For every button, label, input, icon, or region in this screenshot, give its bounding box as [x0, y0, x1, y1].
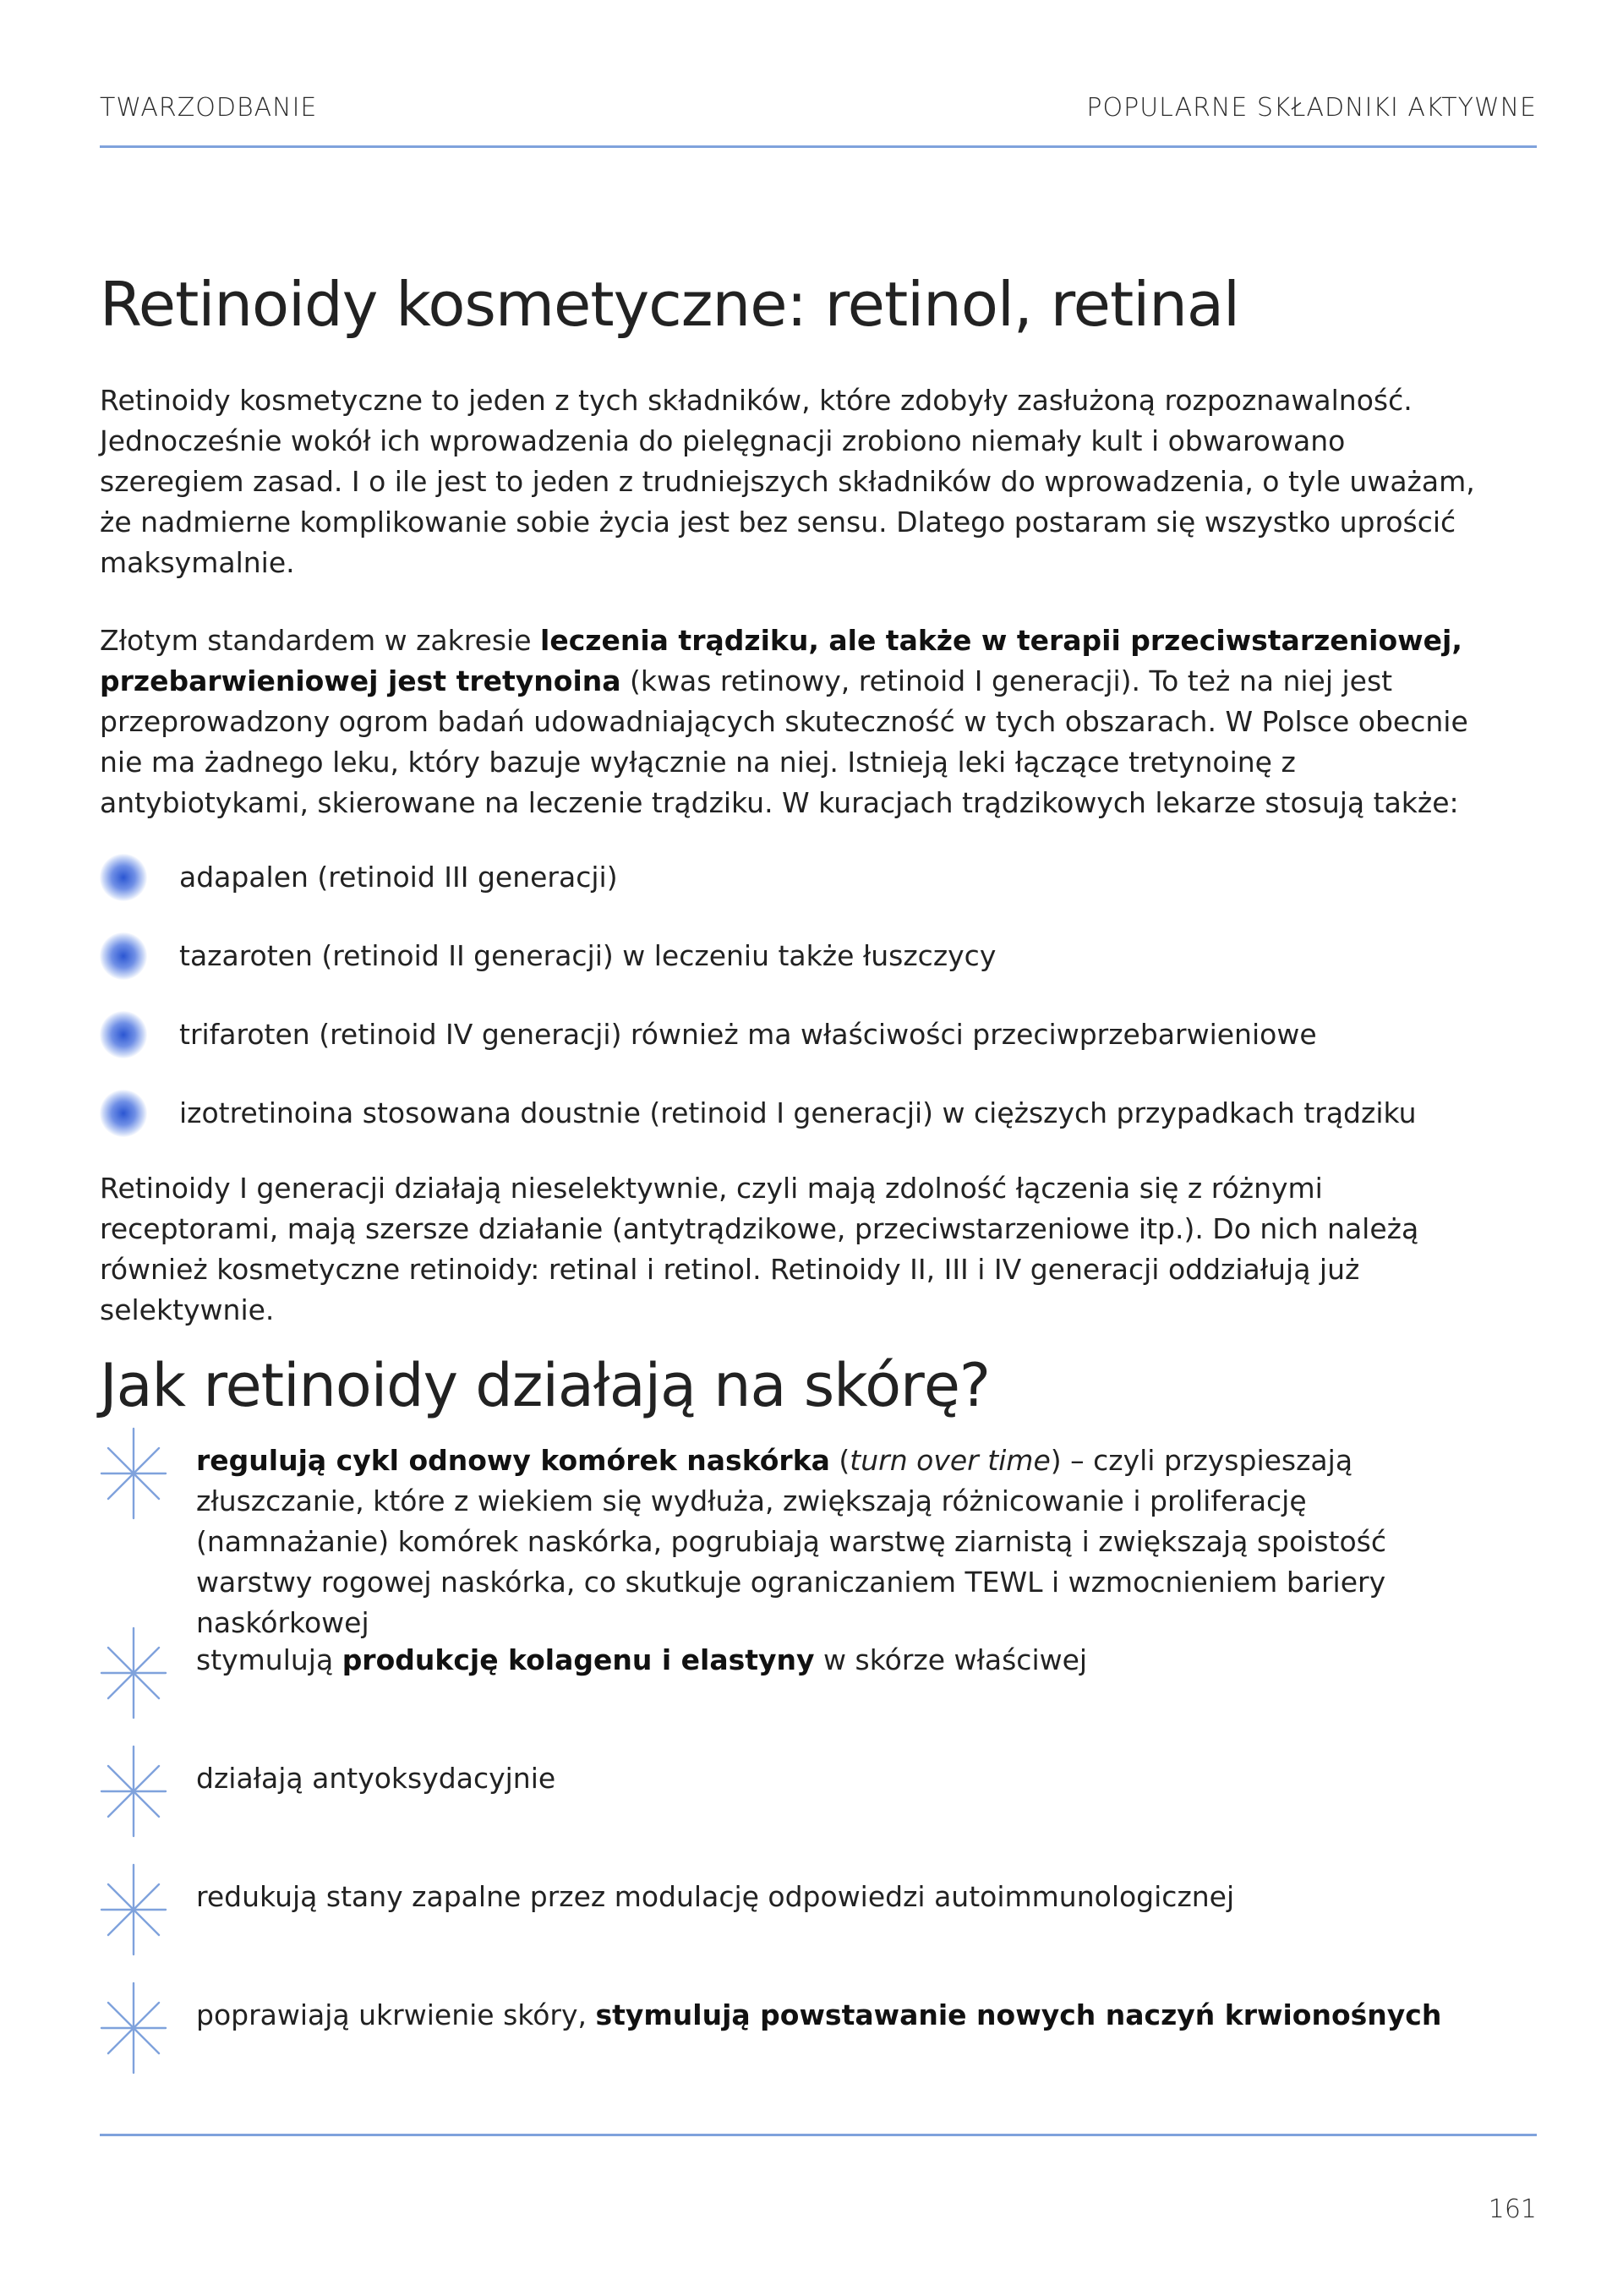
tretinoin-rest: (kwas retinowy, retinoid I generacji). To też na niej jest przeprowadzony ogrom badań udowadniających skuteczność w tych obszarach. W Polsce obecnie nie ma żadnego leku, który bazuje wyłącznie na niej. Istnieją leki łączące tretynoinę z antybiotykami, skierowane na leczenie trądziku. W kuracjach trądzikowych lekarze stosują także:	[100, 664, 1468, 819]
item-lead: poprawiają ukrwienie skóry,	[196, 1998, 596, 2031]
paren-open: (	[829, 1444, 850, 1477]
list-item-text: działają antyoksydacyjnie	[196, 1762, 556, 1795]
emphasis-text: stymulują powstawanie nowych naczyń krwionośnych	[595, 1998, 1442, 2031]
emphasis-text: regulują cykl odnowy komórek naskórka	[196, 1444, 830, 1477]
list-item-text	[196, 1995, 1464, 2036]
footer-rule	[100, 2134, 1537, 2136]
list-item	[100, 1009, 1520, 1088]
list-item-text	[196, 1440, 1464, 1643]
blue-glow-dot-icon	[100, 1011, 147, 1058]
blue-glow-dot-icon	[100, 854, 147, 901]
section-title-skin-action: Jak retinoidy działają na skórę?	[100, 1351, 991, 1420]
list-item-text: izotretinoina stosowana doustnie (retinoid I generacji) w cięższych przypadkach trądziku	[179, 1096, 1417, 1129]
asterisk-star-icon	[100, 1626, 167, 1719]
page-number: 161	[1488, 2195, 1537, 2224]
asterisk-star-icon	[100, 1982, 167, 2075]
emphasis-text: produkcję kolagenu i elastyny	[342, 1643, 815, 1676]
section-title-retinoids: Retinoidy kosmetyczne: retinol, retinal	[100, 269, 1239, 340]
header-rule	[100, 145, 1537, 148]
list-item	[100, 931, 1520, 1009]
item-rest: w skórze właściwej	[814, 1643, 1088, 1676]
list-item-text: tazaroten (retinoid II generacji) w leczeniu także łuszczycy	[179, 939, 997, 972]
blue-glow-dot-icon	[100, 1090, 147, 1137]
item-rest: ) – czyli przyspieszają złuszczanie, które z wiekiem się wydłuża, zwiększają różnicowanie i proliferację (namnażanie) komórek naskórka, pogrubiają warstwę ziarnistą i zwiększają spoistość warstwy rogowej naskórka, co skutkuje ograniczaniem TEWL i wzmocnieniem bariery naskórkowej	[196, 1444, 1386, 1639]
prescription-retinoids-list	[100, 852, 1520, 1167]
list-item-text: redukują stany zapalne przez modulację odpowiedzi autoimmunologicznej	[196, 1880, 1235, 1913]
asterisk-star-icon	[100, 1427, 167, 1520]
asterisk-star-icon	[100, 1745, 167, 1838]
list-item	[100, 852, 1520, 931]
running-header	[100, 93, 1537, 130]
blue-glow-dot-icon	[100, 932, 147, 980]
tretinoin-paragraph	[100, 620, 1486, 823]
header-right: POPULARNE SKŁADNIKI AKTYWNE	[1086, 93, 1537, 123]
intro-paragraph: Retinoidy kosmetyczne to jeden z tych składników, które zdobyły zasłużoną rozpoznawalność. Jednocześnie wokół ich wprowadzenia do pielęgnacji zrobiono niemały kult i obwarowano szeregiem zasad. I o ile jest to jeden z trudniejszych składników do wprowadzenia, o tyle uważam, że nadmierne komplikowanie sobie życia jest bez sensu. Dlatego postaram się wszystko uprościć maksymalnie.	[100, 384, 1475, 579]
asterisk-star-icon	[100, 1863, 167, 1956]
list-item-text	[196, 1640, 1464, 1681]
tretinoin-bold: leczenia trądziku, ale także w terapii przeciwstarzeniowej, przebarwieniowej jest tretynoina	[100, 624, 1462, 697]
list-item-text: adapalen (retinoid III generacji)	[179, 861, 618, 894]
header-left: TWARZODBANIE	[100, 93, 318, 123]
tretinoin-lead: Złotym standardem w zakresie	[100, 624, 541, 657]
generations-paragraph: Retinoidy I generacji działają nieselektywnie, czyli mają zdolność łączenia się z różnymi receptorami, mają szersze działanie (antytrądzikowe, przeciwstarzeniowe itp.). Do nich należą również kosmetyczne retinoidy: retinal i retinol. Retinoidy II, III i IV generacji oddziałują już selektywnie.	[100, 1172, 1419, 1326]
list-item-text: trifaroten (retinoid IV generacji) również ma właściwości przeciwprzebarwieniowe	[179, 1018, 1317, 1051]
list-item	[100, 1088, 1520, 1167]
item-lead: stymulują	[196, 1643, 342, 1676]
italic-term: turn over time	[850, 1444, 1051, 1477]
